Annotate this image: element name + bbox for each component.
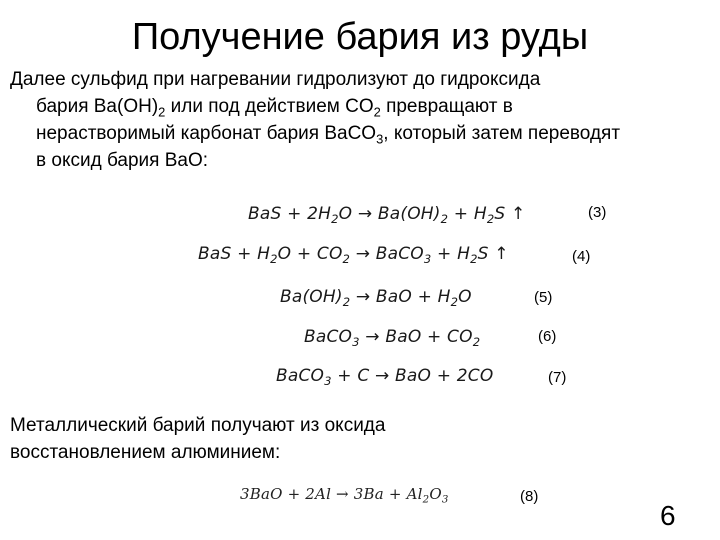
- intro-line-3: нерастворимый карбонат бария BaCO$_3$, который затем переводят: [36, 123, 621, 147]
- equation-3: BaS + $2H_2O \to Ba(OH)_2 + H_2S$ ↑: [248, 204, 526, 227]
- intro-line-4: в оксид бария BaO:: [36, 150, 209, 171]
- equation-4: BaS + $H_2O + CO_2$ → BaCO$_3$ + $H_2S$ ↑: [198, 244, 509, 267]
- equation-number-6: (6): [538, 328, 557, 345]
- slide-title: Получение бария из руды: [131, 16, 589, 58]
- equation-number-5: (5): [534, 289, 553, 306]
- equation-number-3: (3): [588, 204, 607, 221]
- second-paragraph: [10, 412, 700, 466]
- equation-number-8: (8): [520, 488, 539, 505]
- intro-paragraph: [10, 66, 700, 174]
- intro-line-2: бария $Ba(OH)_2$ или под действием $CO_2$ превращают в: [36, 96, 513, 120]
- second-line-2: восстановлением алюминием:: [10, 442, 281, 463]
- equation-7: BaCO$_3$ + C → BaO + 2CO: [276, 366, 494, 389]
- equation-number-4: (4): [572, 248, 591, 265]
- equation-5: $Ba(OH)_2$ → BaO + $H_2O$: [280, 287, 472, 310]
- equation-8: $3BaO + 2Al \to 3Ba + Al_2O_3$: [240, 485, 449, 506]
- second-line-1: Металлический барий получают из оксида: [10, 415, 386, 436]
- intro-line-1: Далее сульфид при нагревании гидролизуют до гидроксида: [10, 69, 541, 90]
- equation-number-7: (7): [548, 369, 567, 386]
- page-number: 6: [660, 500, 676, 531]
- equation-6: BaCO$_3$ → BaO + $CO_2$: [304, 327, 481, 350]
